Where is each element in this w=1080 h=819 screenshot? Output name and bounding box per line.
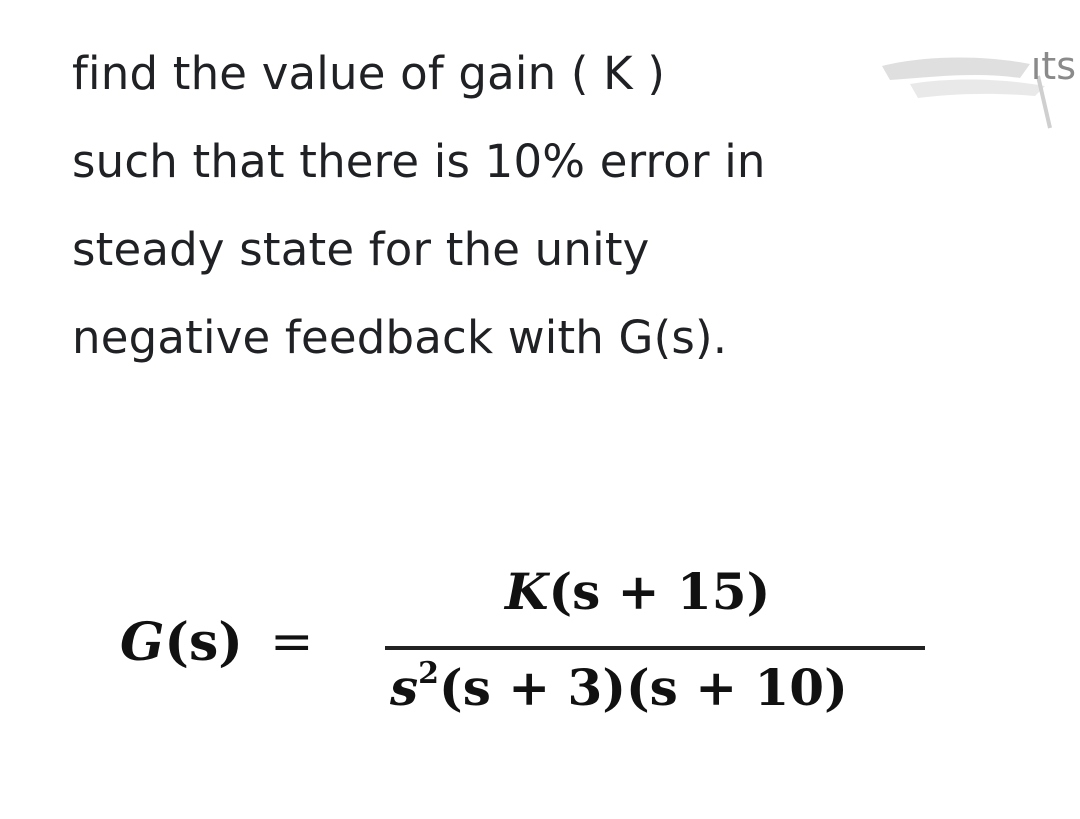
formula-lhs-argument: (s): [164, 612, 243, 673]
formula-equals: =: [270, 612, 314, 672]
question-line-3: steady state for the unity: [72, 223, 650, 276]
formula-numerator-factor: (s + 15): [548, 562, 771, 621]
formula-gain-symbol: K: [505, 562, 549, 621]
corner-cropped-label: [870, 36, 1080, 131]
question-line-2: such that there is 10% error in: [72, 135, 766, 188]
formula-lhs: [120, 612, 243, 673]
fraction-bar: [385, 646, 925, 650]
formula-numerator: [505, 562, 770, 621]
formula-denominator: [390, 658, 848, 717]
formula-denominator-factors: (s + 3)(s + 10): [439, 658, 848, 717]
question-text: [72, 30, 932, 382]
formula-lhs-function: G: [120, 612, 165, 673]
question-line-1: find the value of gain ( K ): [72, 47, 666, 100]
transfer-function-formula: [120, 560, 940, 740]
formula-denominator-base: s: [390, 658, 419, 717]
question-line-4: negative feedback with G(s).: [72, 311, 728, 364]
formula-denominator-exponent: 2: [418, 656, 440, 691]
corner-text-fragment: ıts: [1030, 44, 1076, 88]
